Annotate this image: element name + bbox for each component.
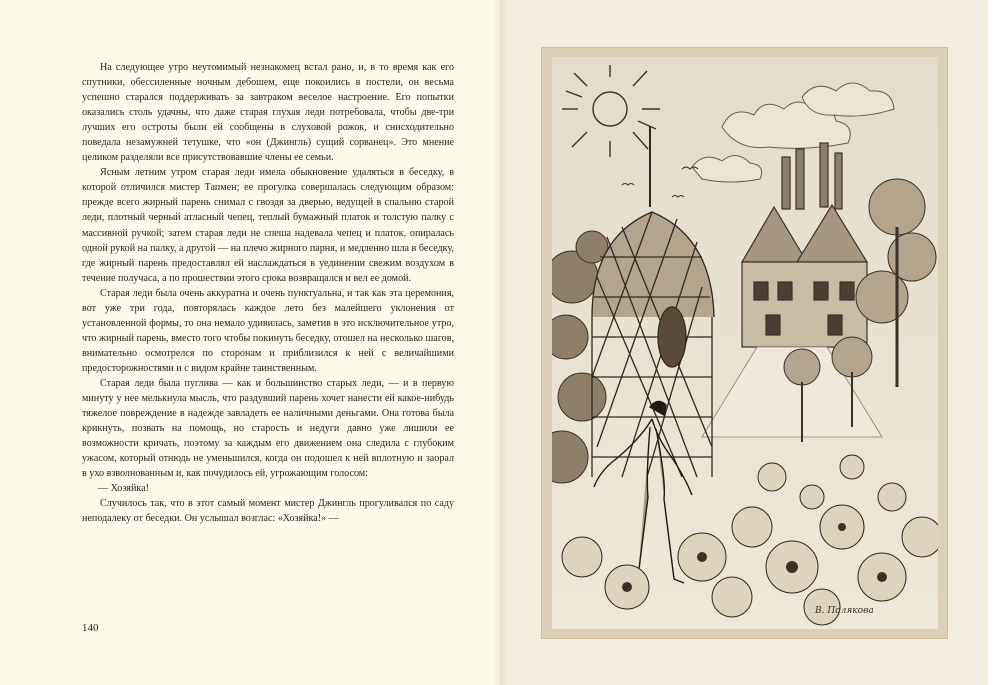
paragraph: Ясным летним утром старая леди имела обыкновение удаляться в беседку, в которой отличился мистер Тапмен; ее прогулка совершалась следующим образом: прежде всего жирный парень снимал с гвоздя за дверью, ведущей в спальню старой леди, плотный черный атласный чепец, теплый бумажный платок и толстую палку с массивной ручкой; затем старая леди не спеша надевала чепец и платок, опиралась одной рукой на палку, а другой — на плечо жирного парня, и медленно шла в беседку, где жирный парень предоставлял ей наслаждаться в уединении свежим воздухом в течение получаса, а по прошествии этого срока возвращался и вел ее домой. — [82, 167, 454, 284]
page-number: 140 — [82, 622, 99, 634]
paragraph: На следующее утро неутомимый незнакомец встал рано, и, в то время как его спутники, обессиленные ночным дебошем, еще покоились в постели, он весьма успешно старался поддерживать за завтраком веселое настроение. Его попытки оказались столь удачны, что даже старая глухая леди потребовала, чтобы две-три лучших его остроты были ей сообщены в слуховой рожок, и снисходительно поведала незамужней тетушке, что «он (Джингль) сущий сорванец». Это мнение целиком разделяли все присутствовавшие члены ее семьи. — [82, 62, 454, 164]
illustration-drawing — [552, 57, 938, 629]
book-gutter — [492, 0, 508, 685]
artist-signature: В. Полякова — [815, 606, 874, 616]
paragraph: Старая леди была пуглива — как и большинство старых леди, — и в первую минуту у нее мелькнула мысль, что раздувший парень хочет нанести ей какое-нибудь тяжелое повреждение в надежде завладеть ее наличными деньгами. Она готова была крикнуть, позвать на помощь, но старость и недуги давно уже лишили ее возможности кричать, поэтому за каждым его движением она следила с глубоким ужасом, который отнюдь не уменьшился, когда он подошел к ней вплотную и заорал в ухо взволнованным и, как почудилось ей, угрожающим голосом: — [82, 377, 454, 480]
paragraph: Старая леди была очень аккуратна и очень пунктуальна, и так как эта церемония, вот уже три года, повторялась каждое лето без малейшего уклонения от установленной формы, то она немало удивилась, заметив в это исключительное утро, что жирный парень, вместо того чтобы покинуть беседку, отошел на несколько шагов, внимательно осмотрелся по сторонам и приблизился к ней с величайшими предосторожностями и с видом крайне таинственным. — [82, 287, 454, 374]
body-text — [82, 60, 454, 526]
paragraph-exclamation: — Хозяйка! — [98, 483, 149, 495]
page-edge — [988, 0, 1000, 685]
paragraph: Случилось так, что в этот самый момент мистер Джингль прогуливался по саду неподалеку от беседки. Он услышал возглас: «Хозяйка!» — — [82, 498, 454, 525]
garden-illustration — [552, 57, 938, 629]
